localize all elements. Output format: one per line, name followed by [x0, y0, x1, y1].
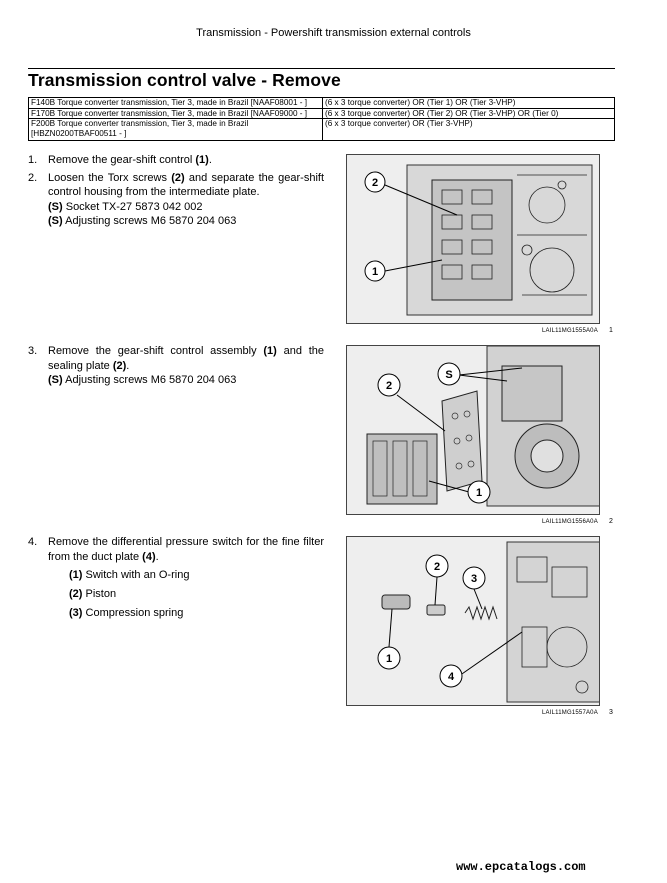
part-text: Compression spring: [82, 607, 184, 619]
figure-1: [346, 154, 600, 324]
step-number: 4.: [28, 536, 38, 548]
callout-label: 1: [371, 266, 379, 278]
callout-label: 1: [475, 487, 483, 499]
table-cell: (6 x 3 torque converter) OR (Tier 3-VHP): [323, 119, 615, 141]
tool-text: Adjusting screws M6 5870 204 063: [62, 374, 237, 386]
figure-number: 2: [609, 518, 613, 525]
figure-1-drawing: [347, 155, 600, 324]
step-text: Remove the gear-shift control: [48, 154, 196, 166]
page-header: Transmission - Powershift transmission external controls: [196, 27, 471, 39]
step-text: Remove the differential pressure switch for the fine filter from the duct plate: [48, 536, 324, 563]
step-text: .: [126, 359, 130, 372]
figure-3-drawing: [347, 537, 600, 706]
table-row: [29, 119, 615, 141]
tool-tag: (S): [48, 215, 63, 227]
step-3: [28, 344, 324, 388]
table-row: [29, 108, 615, 119]
callout-label: 2: [433, 561, 441, 573]
part-text: Piston: [82, 588, 117, 600]
figure-3: [346, 536, 600, 706]
tool-line: [48, 200, 324, 215]
callout-ref: (1): [195, 154, 209, 166]
table-cell: (6 x 3 torque converter) OR (Tier 1) OR (Tier 3-VHP): [323, 98, 615, 109]
table-row: [29, 98, 615, 109]
step-number: 1.: [28, 154, 38, 166]
step-2: [28, 171, 324, 229]
part-tag: (2): [69, 588, 83, 600]
callout-label: 2: [371, 177, 379, 189]
page-title: Transmission control valve - Remove: [28, 70, 341, 90]
figure-2: [346, 345, 600, 515]
figure-caption: LAIL11MG1556A0A: [542, 519, 598, 525]
footer-watermark: www.epcatalogs.com: [456, 860, 586, 874]
callout-label: 4: [447, 671, 455, 683]
step-text: and the sealing plate: [48, 345, 324, 372]
part-text: Switch with an O-ring: [82, 569, 190, 581]
step-number: 2.: [28, 171, 38, 184]
tool-tag: (S): [48, 374, 63, 386]
table-cell: F170B Torque converter transmission, Tier 3, made in Brazil [NAAF09000 - ]: [29, 108, 323, 119]
callout-label: 2: [385, 380, 393, 392]
callout-label: 1: [385, 653, 393, 665]
tool-line: [48, 214, 324, 229]
step-text: .: [155, 550, 159, 563]
list-item: [69, 607, 189, 626]
step-text: and separate the gear-shift control housing from the intermediate plate.: [48, 171, 324, 198]
step-text: Loosen the Torx screws: [48, 171, 172, 184]
figure-number: 3: [609, 709, 613, 716]
tool-line: [48, 373, 324, 388]
table-cell: (6 x 3 torque converter) OR (Tier 2) OR (Tier 3-VHP) OR (Tier 0): [323, 108, 615, 119]
tool-text: Socket TX-27 5873 042 002: [62, 200, 203, 213]
step-number: 3.: [28, 345, 38, 357]
callout-ref: (1): [263, 345, 277, 357]
list-item: [69, 588, 189, 607]
title-rule: [28, 68, 615, 69]
table-cell: F200B Torque converter transmission, Tier 3, made in Brazil [HBZN0200TBAF00511 - ]: [29, 119, 323, 141]
callout-ref: (4): [142, 550, 156, 563]
parts-list: [69, 569, 189, 626]
part-tag: (3): [69, 607, 83, 619]
step-text: Remove the gear-shift control assembly: [48, 345, 264, 357]
step-text: .: [208, 154, 212, 166]
figure-number: 1: [609, 327, 613, 334]
step-1: [28, 153, 324, 168]
callout-ref: (2): [112, 359, 127, 372]
tool-tag: (S): [48, 200, 63, 213]
callout-label: 3: [470, 573, 478, 585]
table-cell: F140B Torque converter transmission, Tier 3, made in Brazil [NAAF08001 - ]: [29, 98, 323, 109]
part-tag: (1): [69, 569, 83, 581]
tool-text: Adjusting screws M6 5870 204 063: [62, 215, 237, 227]
figure-caption: LAIL11MG1557A0A: [542, 710, 598, 716]
steps-group-2: [28, 344, 324, 388]
callout-ref: (2): [171, 171, 185, 184]
steps-group-1: [28, 153, 324, 229]
list-item: [69, 569, 189, 588]
step-4: [28, 535, 324, 564]
applicability-table: [28, 97, 615, 141]
figure-caption: LAIL11MG1555A0A: [542, 328, 598, 334]
steps-group-3: [28, 535, 324, 564]
callout-label: S: [445, 369, 453, 381]
figure-2-drawing: [347, 346, 600, 515]
